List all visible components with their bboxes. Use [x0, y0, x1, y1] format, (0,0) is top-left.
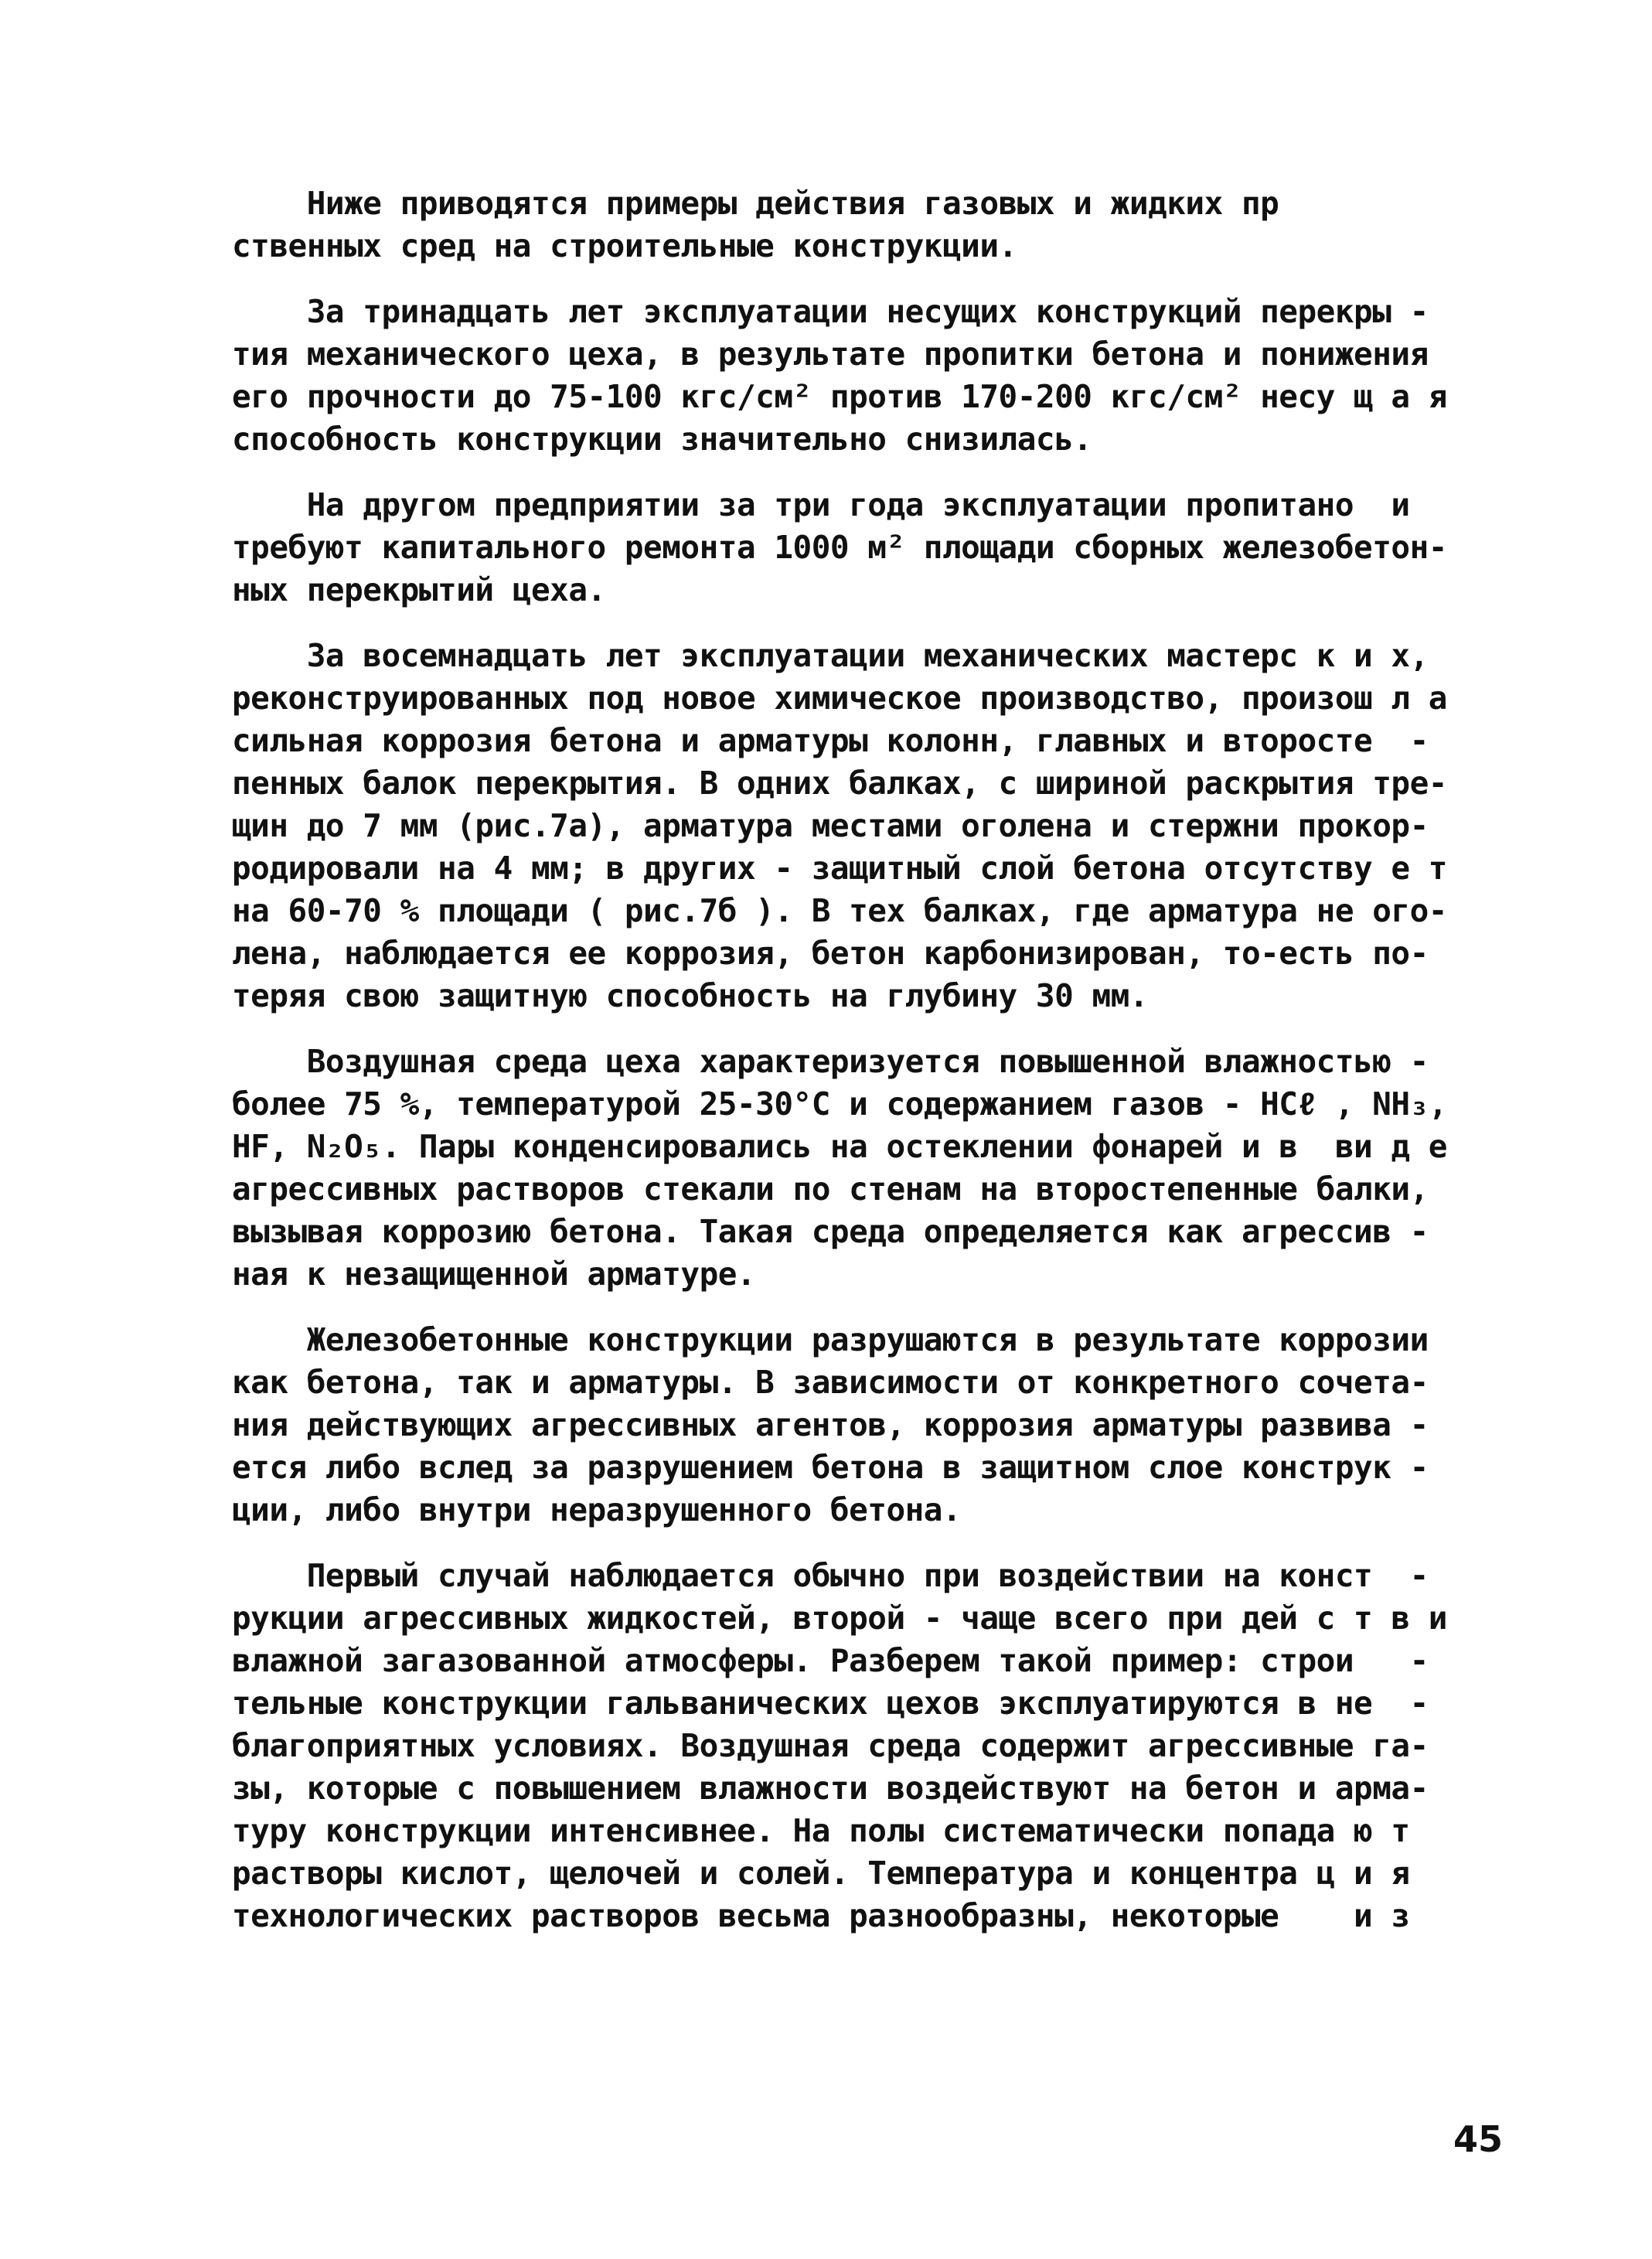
text-line: ная к незащищенной арматуре. — [232, 1256, 756, 1293]
text-line: его прочности до 75-100 кгс/см² против 170-200 кгс/см² несу щ а я — [232, 378, 1447, 415]
paragraph — [232, 484, 1500, 612]
text-line: За тринадцать лет эксплуатации несущих конструкций перекры - — [232, 293, 1429, 330]
text-line: влажной загазованной атмосферы. Разберем такой пример: строи - — [232, 1642, 1429, 1679]
text-line: ется либо вслед за разрушением бетона в защитном слое конструк - — [232, 1449, 1429, 1486]
paragraph — [232, 1555, 1500, 1937]
text-line: На другом предприятии за три года эксплуатации пропитано и — [232, 486, 1410, 523]
text-line: Железобетонные конструкции разрушаются в результате коррозии — [232, 1321, 1429, 1358]
text-line: как бетона, так и арматуры. В зависимости от конкретного сочета- — [232, 1364, 1429, 1401]
text-line: пенных балок перекрытия. В одних балках, с шириной раскрытия тре- — [232, 765, 1447, 802]
text-line: способность конструкции значительно снизилась. — [232, 421, 1092, 458]
paragraph — [232, 182, 1500, 267]
text-line: вызывая коррозию бетона. Такая среда определяется как агрессив - — [232, 1213, 1429, 1250]
paragraph — [232, 635, 1500, 1017]
document-body — [232, 182, 1500, 1961]
text-line: родировали на 4 мм; в других - защитный слой бетона отсутству е т — [232, 850, 1447, 887]
text-line: растворы кислот, щелочей и солей. Температура и концентра ц и я — [232, 1855, 1410, 1892]
text-line: сильная коррозия бетона и арматуры колонн, главных и второсте - — [232, 722, 1429, 759]
text-line: Воздушная среда цеха характеризуется повышенной влажностью - — [232, 1043, 1429, 1080]
text-line: более 75 %, температурой 25-30°С и содержанием газов - HCℓ , NH₃, — [232, 1085, 1447, 1123]
text-line: тельные конструкции гальванических цехов эксплуатируются в не - — [232, 1685, 1429, 1722]
text-line: реконструированных под новое химическое производство, произош л а — [232, 680, 1447, 717]
paragraph — [232, 291, 1500, 461]
text-line: благоприятных условиях. Воздушная среда содержит агрессивные га- — [232, 1727, 1429, 1764]
text-line: ственных сред на строительные конструкции. — [232, 227, 1017, 264]
paragraph — [232, 1319, 1500, 1532]
text-line: За восемнадцать лет эксплуатации механических мастерс к и х, — [232, 637, 1429, 674]
text-line: теряя свою защитную способность на глубину 30 мм. — [232, 977, 1149, 1014]
text-line: требуют капитального ремонта 1000 м² площади сборных железобетон- — [232, 529, 1447, 566]
text-line: щин до 7 мм (рис.7а), арматура местами оголена и стержни прокор- — [232, 807, 1429, 844]
text-line: HF, N₂O₅. Пары конденсировались на остеклении фонарей и в ви д е — [232, 1128, 1447, 1165]
text-line: рукции агрессивных жидкостей, второй - чаще всего при дей с т в и — [232, 1600, 1447, 1637]
text-line: Ниже приводятся примеры действия газовых и жидких пр — [232, 185, 1279, 222]
text-line: на 60-70 % площади ( рис.7б ). В тех балках, где арматура не ого- — [232, 892, 1447, 929]
text-line: агрессивных растворов стекали по стенам на второстепенные балки, — [232, 1170, 1429, 1208]
text-line: туру конструкции интенсивнее. На полы систематически попада ю т — [232, 1812, 1410, 1849]
page-number: 45 — [1453, 2118, 1504, 2160]
text-line: зы, которые с повышением влажности воздействуют на бетон и арма- — [232, 1770, 1429, 1807]
paragraph — [232, 1041, 1500, 1296]
text-line: ции, либо внутри неразрушенного бетона. — [232, 1491, 962, 1528]
text-line: лена, наблюдается ее коррозия, бетон карбонизирован, то-есть по- — [232, 935, 1429, 972]
text-line: ния действующих агрессивных агентов, коррозия арматуры развива - — [232, 1406, 1429, 1443]
text-line: тия механического цеха, в результате пропитки бетона и понижения — [232, 336, 1429, 373]
text-line: Первый случай наблюдается обычно при воздействии на конст - — [232, 1557, 1429, 1594]
text-line: ных перекрытий цеха. — [232, 571, 606, 608]
text-line: технологических растворов весьма разнообразны, некоторые и з — [232, 1897, 1410, 1934]
